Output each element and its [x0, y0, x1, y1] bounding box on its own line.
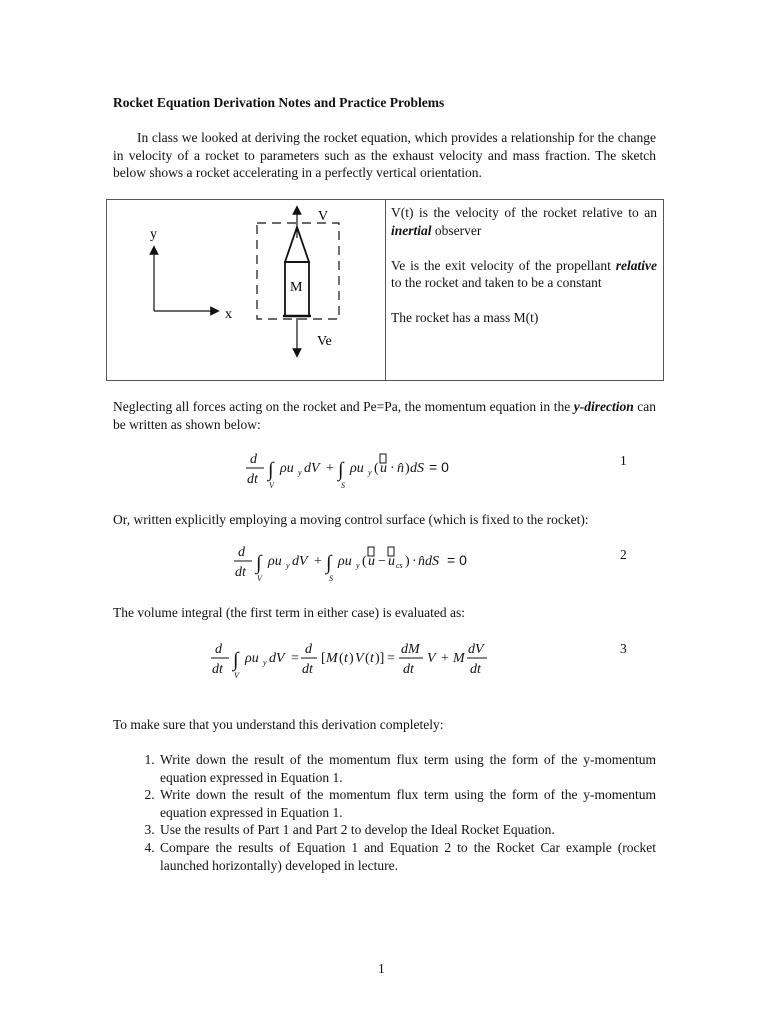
svg-text:d: d [250, 452, 257, 467]
svg-text:∫: ∫ [338, 459, 344, 481]
svg-text:+: + [326, 461, 334, 476]
svg-text:S: S [329, 574, 333, 583]
svg-text:): ) [405, 461, 410, 476]
list-item: 2. Write down the result of the momentum flux term using the form of the y-momentum equation expressed in Equation 1. [158, 786, 656, 821]
practice-problem-list [113, 751, 656, 874]
svg-text:dt: dt [470, 662, 481, 677]
svg-text:(: ( [362, 554, 367, 569]
svg-text:d: d [305, 642, 312, 657]
svg-text:u: u [380, 461, 387, 476]
moving-surface-paragraph: Or, written explicitly employing a moving control surface (which is fixed to the rocket): [113, 512, 589, 527]
figure-description [391, 204, 657, 344]
svg-text:dV: dV [269, 651, 285, 666]
svg-text:V: V [234, 671, 239, 680]
svg-text:ρu: ρu [280, 461, 294, 476]
svg-text:−: − [378, 554, 386, 569]
svg-text:dt: dt [302, 662, 313, 677]
svg-text:): ) [349, 651, 354, 666]
control-surface [257, 223, 339, 319]
svg-text:dt: dt [403, 662, 414, 677]
rocket-figure-box [106, 199, 664, 381]
equation-2-number: 2 [620, 547, 627, 562]
x-axis-label: x [225, 307, 232, 322]
equation-3 [205, 638, 495, 682]
svg-text:n̂dS: n̂dS [418, 554, 439, 569]
svg-text:ρu: ρu [350, 461, 364, 476]
mass-label: M [290, 280, 303, 295]
svg-text:y: y [286, 561, 290, 570]
instructions-paragraph: To make sure that you understand this derivation completely: [113, 717, 444, 732]
page-title: Rocket Equation Derivation Notes and Practice Problems [113, 95, 445, 110]
volume-integral-paragraph: The volume integral (the first term in either case) is evaluated as: [113, 605, 465, 620]
svg-text:y: y [368, 468, 372, 477]
svg-text:t: t [344, 651, 348, 666]
svg-text:y: y [298, 468, 302, 477]
desc-velocity: V(t) is the velocity of the rocket relative to an inertial observer [391, 205, 657, 238]
svg-text:dt: dt [247, 472, 258, 487]
momentum-paragraph: Neglecting all forces acting on the rocket and Pe=Pa, the momentum equation in the y-direction can be written as shown below: [113, 399, 656, 432]
svg-text:ρu: ρu [268, 554, 282, 569]
list-item: 3. Use the results of Part 1 and Part 2 to develop the Ideal Rocket Equation. [158, 821, 656, 839]
svg-text:n̂: n̂ [397, 461, 404, 476]
equation-1-number: 1 [620, 453, 627, 468]
svg-text:V: V [257, 574, 262, 583]
svg-text:=: = [291, 651, 299, 666]
svg-text:= 0: = 0 [447, 552, 467, 568]
list-item: 4. Compare the results of Equation 1 and Equation 2 to the Rocket Car example (rocket launched horizontally) developed in lecture. [158, 839, 656, 874]
svg-text:·: · [412, 554, 417, 569]
svg-text:): ) [405, 554, 410, 569]
equation-1 [240, 448, 460, 492]
svg-text:dV: dV [468, 642, 484, 657]
svg-text:+: + [441, 651, 449, 666]
velocity-label: V [318, 209, 329, 224]
svg-text:ρu: ρu [338, 554, 352, 569]
svg-text:∫: ∫ [233, 649, 239, 671]
equation-3-number: 3 [620, 641, 627, 656]
desc-exit-velocity: Ve is the exit velocity of the propellant relative to the rocket and taken to be a constant [391, 257, 657, 291]
svg-text:dt: dt [235, 565, 246, 580]
svg-text:dS: dS [410, 461, 424, 476]
svg-text:u: u [368, 554, 375, 569]
svg-text:V: V [269, 481, 274, 490]
intro-paragraph: In class we looked at deriving the rocket equation, which provides a relationship for the change in velocity of a rocket to parameters such as the exhaust velocity and mass fraction. The sketch below shows a rocket accelerating in a perfectly vertical orientation. [113, 130, 656, 180]
svg-text:t: t [370, 651, 374, 666]
svg-text:d: d [215, 642, 222, 657]
svg-text:dt: dt [212, 662, 223, 677]
svg-text:)]: )] [375, 651, 385, 666]
svg-text:M: M [326, 651, 338, 666]
svg-text:ρu: ρu [245, 651, 259, 666]
svg-text:M: M [453, 651, 465, 666]
exhaust-label: Ve [317, 334, 332, 349]
svg-text:cs: cs [396, 561, 403, 570]
svg-text:(: ( [339, 651, 344, 666]
equation-2 [228, 541, 468, 585]
svg-text:dM: dM [401, 642, 420, 657]
svg-text:=: = [387, 651, 395, 666]
figure-divider [385, 200, 386, 380]
svg-text:y: y [263, 658, 267, 667]
svg-text:[: [ [321, 651, 326, 666]
svg-text:∫: ∫ [268, 459, 274, 481]
svg-text:+: + [314, 554, 322, 569]
svg-text:d: d [238, 545, 245, 560]
svg-text:(: ( [365, 651, 370, 666]
rocket-sketch [107, 200, 385, 380]
page-number: 1 [378, 961, 385, 976]
list-item: 1. Write down the result of the momentum flux term using the form of the y-momentum equation expressed in Equation 1. [158, 751, 656, 786]
svg-text:= 0: = 0 [429, 459, 449, 475]
svg-text:∫: ∫ [326, 552, 332, 574]
svg-text:u: u [388, 554, 395, 569]
svg-text:·: · [390, 461, 395, 476]
svg-text:∫: ∫ [256, 552, 262, 574]
svg-text:S: S [341, 481, 345, 490]
svg-text:V: V [427, 651, 436, 666]
svg-text:dV: dV [292, 554, 308, 569]
svg-text:dV: dV [304, 461, 320, 476]
svg-text:(: ( [374, 461, 379, 476]
y-axis-label: y [150, 227, 157, 242]
svg-text:V: V [355, 651, 364, 666]
svg-text:y: y [356, 561, 360, 570]
desc-mass: The rocket has a mass M(t) [391, 310, 539, 326]
